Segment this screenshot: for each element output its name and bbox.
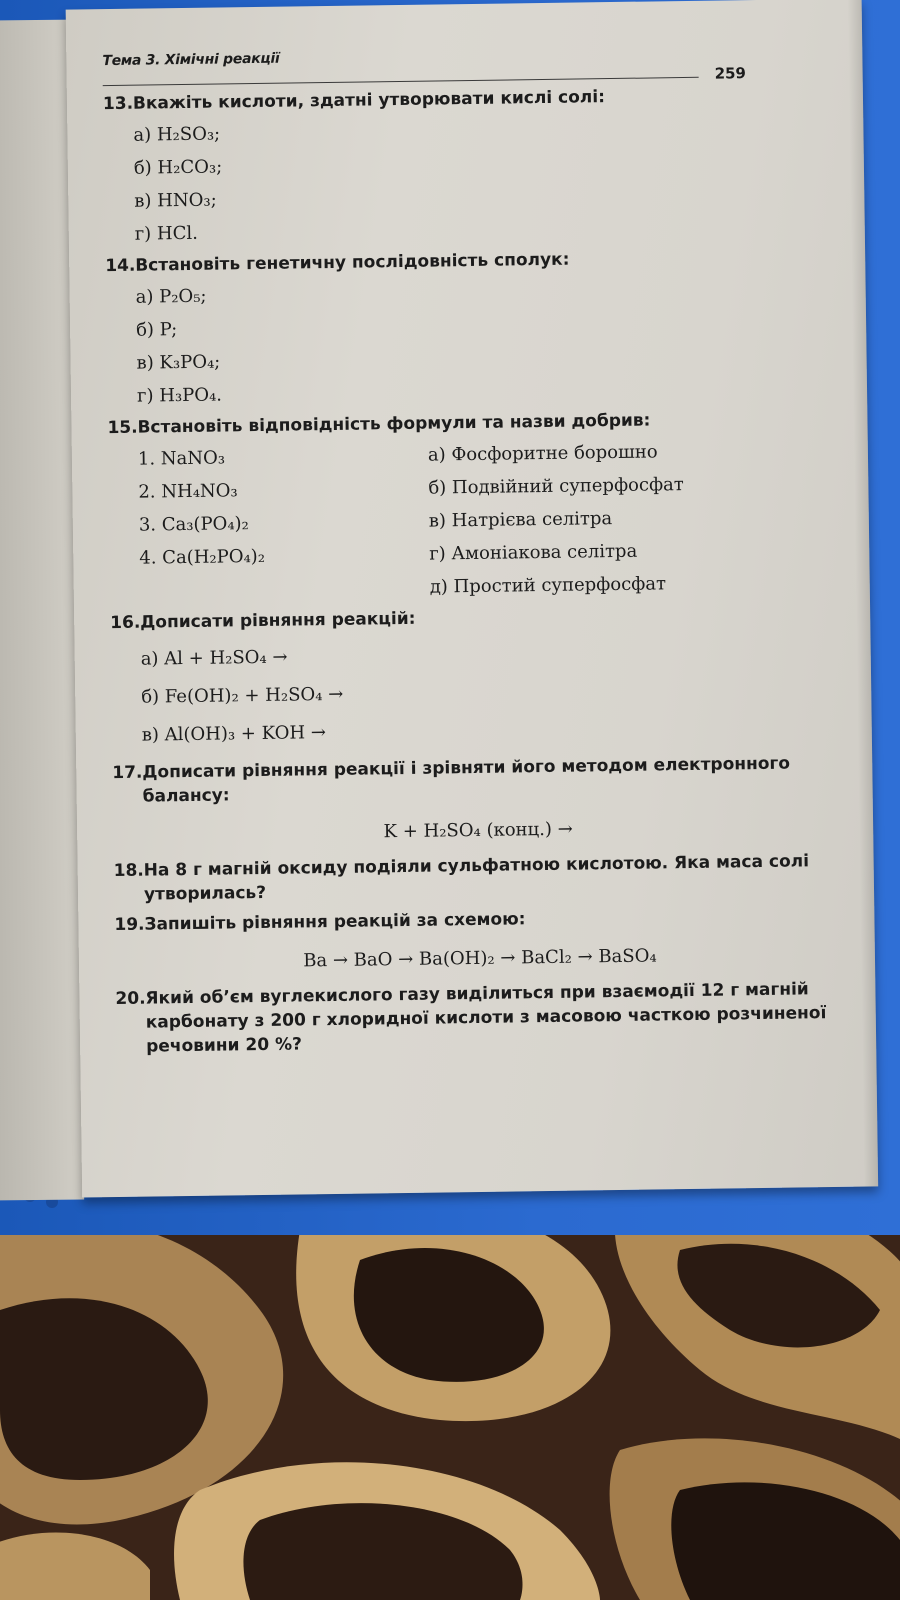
question-20 bbox=[115, 977, 846, 1059]
running-head: Тема 3. Хімічні реакції bbox=[102, 50, 280, 70]
formula-item: 3. Ca₃(PO₄)₂ bbox=[138, 513, 249, 536]
matching-row bbox=[139, 503, 839, 539]
question-text: Встановіть генетичну послідовність сполук: bbox=[135, 249, 570, 276]
fertilizer-name: б) Подвійний суперфосфат bbox=[428, 474, 684, 499]
question-18 bbox=[114, 849, 845, 907]
reaction-formula: K + H₂SO₄ (конц.) → bbox=[383, 818, 573, 843]
fertilizer-name: в) Натрієва селітра bbox=[428, 508, 613, 532]
question-14 bbox=[105, 244, 835, 278]
question-text: Встановіть відповідність формули та назви добрив: bbox=[137, 410, 651, 438]
reaction-equation: в) Al(OH)₃ + KOH → bbox=[141, 722, 327, 746]
question-text: Який об’єм вуглекислого газу виділиться при взаємодії 12 г магній карбонату з 200 г хлоридної кислоти з масовою часткою розчиненої речовини 20 %? bbox=[145, 979, 827, 1057]
textbook-page bbox=[66, 0, 879, 1198]
answer-option: а) H₂SO₃; bbox=[133, 123, 221, 146]
question-number: 14. bbox=[105, 255, 136, 277]
question-text: Дописати рівняння реакцій: bbox=[140, 608, 416, 633]
question-19 bbox=[114, 903, 844, 937]
carpet-background bbox=[0, 1190, 900, 1600]
formula-item: 4. Ca(H₂PO₄)₂ bbox=[139, 545, 266, 569]
page-content bbox=[102, 35, 846, 1059]
matching-row bbox=[140, 569, 840, 605]
answer-option: г) H₃PO₄. bbox=[136, 384, 223, 407]
question-13 bbox=[103, 82, 833, 116]
question-number: 15. bbox=[107, 417, 138, 439]
question-text: Дописати рівняння реакції і зрівняти його методом електронного балансу: bbox=[142, 753, 791, 807]
question-number: 13. bbox=[102, 93, 134, 115]
question-15 bbox=[107, 406, 837, 440]
question-17 bbox=[112, 751, 843, 809]
answer-option: б) H₂CO₃; bbox=[133, 156, 223, 179]
question-16 bbox=[110, 601, 840, 635]
question-number: 18. bbox=[113, 860, 144, 882]
answer-option: г) HCl. bbox=[134, 222, 199, 245]
question-number: 16. bbox=[110, 612, 141, 634]
page-header bbox=[102, 37, 747, 86]
matching-row bbox=[139, 536, 839, 572]
question-number: 19. bbox=[114, 914, 145, 936]
question-number: 20. bbox=[115, 988, 146, 1010]
reaction-scheme: Ba → BaO → Ba(OH)₂ → BaCl₂ → BaSO₄ bbox=[303, 945, 657, 972]
reaction-equation: б) Fe(OH)₂ + H₂SO₄ → bbox=[141, 683, 344, 708]
reaction-equation: а) Al + H₂SO₄ → bbox=[140, 646, 288, 670]
fertilizer-name: д) Простий суперфосфат bbox=[429, 573, 667, 598]
formula-item: 2. NH₄NO₃ bbox=[138, 480, 238, 503]
question-text: Вкажіть кислоти, здатні утворювати кислі солі: bbox=[132, 87, 606, 114]
answer-option: в) HNO₃; bbox=[134, 189, 217, 212]
matching-row bbox=[138, 437, 838, 473]
answer-option: а) P₂O₅; bbox=[135, 285, 207, 308]
formula-item: 1. NaNO₃ bbox=[137, 447, 226, 470]
question-text: На 8 г магній оксиду подіяли сульфатною кислотою. Яка маса солі утворилась? bbox=[143, 851, 810, 905]
fertilizer-name: а) Фосфоритне борошно bbox=[427, 441, 658, 466]
matching-row bbox=[138, 470, 838, 506]
page-number: 259 bbox=[714, 64, 747, 83]
answer-option: б) P; bbox=[135, 319, 178, 341]
question-number: 17. bbox=[112, 762, 143, 784]
question-text: Запишіть рівняння реакцій за схемою: bbox=[144, 909, 526, 935]
fertilizer-name: г) Амоніакова селітра bbox=[429, 540, 638, 565]
answer-option: в) K₃PO₄; bbox=[136, 351, 221, 374]
